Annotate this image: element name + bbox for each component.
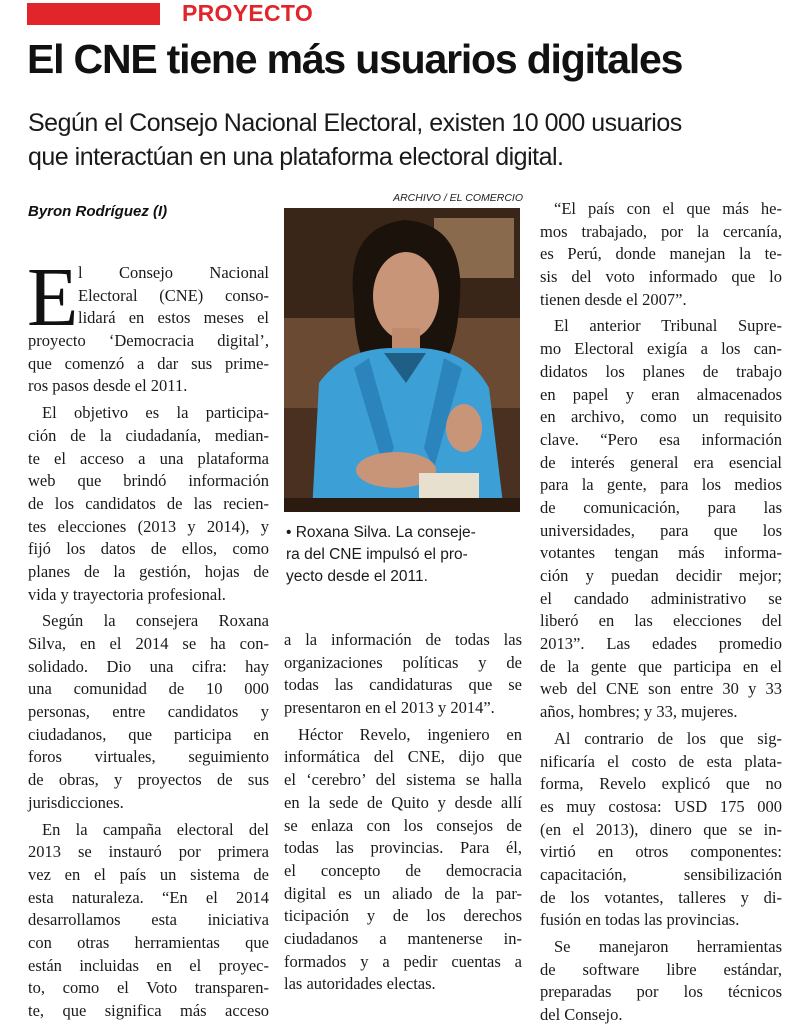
text-line: ticipación y de los derechos — [284, 906, 522, 926]
photo-credit: ARCHIVO / EL COMERCIO — [393, 192, 523, 204]
text-line: que comenzó a dar sus prime- — [28, 353, 269, 373]
text-line: formados y a pedir cuentas a — [284, 951, 522, 971]
text-line: de interés general era esencial — [540, 452, 782, 472]
text-line: ción de la ciudadanía, median- — [28, 425, 269, 445]
text-line: Héctor Revelo, ingeniero en — [298, 724, 522, 744]
text-line: mos trabajado, por la cercanía, — [540, 221, 782, 241]
text-line: años, hombres; y 33, mujeres. — [540, 702, 738, 722]
text-line: una comunidad de 10 000 — [28, 679, 269, 699]
photo-illustration — [284, 208, 520, 512]
text-line: te el acceso a una plataforma — [28, 448, 269, 468]
text-line: fijó los datos de ellos, como — [28, 539, 269, 559]
photo-caption — [286, 522, 526, 588]
text-line: de los candidatos de las recien- — [28, 493, 269, 513]
text-line: liberó en las elecciones del — [540, 611, 782, 631]
text-line: 2013 se instauró por primera — [28, 842, 269, 862]
text-line: de la gente que participa en el — [540, 656, 782, 676]
text-line: forma, Revelo explicó que no — [540, 774, 782, 794]
text-line: en archivo, como un requisito — [540, 407, 782, 427]
text-line: to, como el Voto transparen- — [28, 978, 269, 998]
text-line: te, que significa más acceso — [28, 1001, 269, 1020]
deck-line: que interactúan en una plataforma electoral digital. — [28, 143, 564, 171]
text-line: jurisdicciones. — [28, 792, 124, 812]
text-line: con otras herramientas que — [28, 932, 269, 952]
caption-line: ra del CNE impulsó el pro- — [286, 546, 468, 563]
caption-line: yecto desde el 2011. — [286, 568, 428, 585]
text-line: universidades, para que los — [540, 520, 782, 540]
text-line: en papel y eran almacenados — [540, 384, 782, 404]
text-line: solidado. Dio una cifra: hay — [28, 656, 269, 676]
text-line: Se manejaron herramientas — [554, 937, 782, 956]
text-line: de comunicación, para las — [540, 497, 782, 517]
text-line: lidará en estos meses el — [78, 308, 269, 328]
text-line: en la sede de Quito y desde allí — [284, 792, 522, 812]
text-line: de los votantes, talleres y di- — [540, 887, 782, 907]
byline: Byron Rodríguez (I) — [28, 203, 168, 220]
text-line: (en el 2013), dinero que se in- — [540, 819, 782, 839]
text-line: todas las provincias. Para él, — [284, 838, 522, 858]
text-line: web del CNE son entre 30 y 33 — [540, 679, 782, 699]
text-line: a la información de todas las — [284, 630, 522, 649]
text-line: ción y puedan decidir mejor; — [540, 566, 782, 585]
text-line: presentaron en el 2013 y 2014”. — [284, 698, 495, 718]
article-column-1 — [27, 251, 269, 1023]
text-line: es muy costosa: USD 175 000 — [540, 796, 782, 816]
text-line: mo Electoral exigía a los can- — [540, 339, 782, 359]
text-line: votantes tengan más informa- — [540, 543, 782, 563]
caption-line: • Roxana Silva. La conseje- — [286, 524, 476, 541]
text-line: “El país con el que más he- — [554, 199, 782, 218]
text-line: ciudadanos, que participa en — [28, 724, 269, 744]
text-line: tes elecciones (2013 y 2014), y — [28, 516, 269, 536]
headline: El CNE tiene más usuarios digitales — [27, 36, 683, 82]
text-line: virtió en otros componentes: — [540, 842, 782, 862]
text-line: digital es un aliado de la par- — [284, 883, 522, 903]
text-line: todas las candidaturas que se — [284, 675, 522, 695]
text-line: Silva, en el 2014 se ha con- — [28, 634, 269, 653]
article-column-2 — [284, 629, 522, 996]
text-line: nificaría el costo de esta plata- — [540, 751, 782, 771]
text-line: esta naturaleza. “En el 2014 — [28, 887, 269, 907]
text-line: el concepto de democracia — [284, 860, 522, 880]
text-line: fusión en todas las provincias. — [540, 910, 740, 930]
deck-subtitle — [28, 106, 788, 174]
text-line: Al contrario de los que sig- — [554, 728, 782, 748]
text-line: Electoral (CNE) conso- — [78, 285, 269, 305]
text-line: organizaciones políticas y de — [284, 652, 522, 672]
text-line: vez en el país un sistema de — [28, 864, 269, 884]
text-line: sis del voto informado que lo — [540, 267, 782, 287]
text-line: vida y trayectoria profesional. — [28, 584, 226, 604]
text-line: planes de la gestión, hojas de — [28, 561, 269, 581]
section-color-bar — [27, 3, 160, 25]
text-line: 2013”. Las edades promedio — [540, 634, 782, 654]
text-line: web que brindó información — [28, 471, 269, 491]
text-line: de obras, y proyectos de sus — [28, 770, 269, 790]
text-line: personas, entre candidatos y — [28, 702, 269, 722]
text-line: l Consejo Nacional — [78, 263, 269, 282]
text-line: ros pasos desde el 2011. — [28, 376, 188, 396]
text-line: el candado administrativo se — [540, 588, 782, 608]
text-line: proyecto ‘Democracia digital’, — [28, 331, 269, 351]
deck-line: Según el Consejo Nacional Electoral, existen 10 000 usuarios — [28, 109, 682, 137]
text-line: capacitación, sensibilización — [540, 864, 782, 884]
text-line: están incluidas en el proyec- — [28, 955, 269, 975]
text-line: foros virtuales, seguimiento — [28, 747, 269, 767]
text-line: el ‘cerebro’ del sistema se halla — [284, 770, 522, 790]
text-line: para la gente, para los medios — [540, 475, 782, 495]
text-line: informática del CNE, dijo que — [284, 747, 522, 767]
text-line: El anterior Tribunal Supre- — [554, 316, 782, 336]
text-line: es Perú, donde manejan la te- — [540, 244, 782, 264]
text-line: clave. “Pero esa información — [540, 429, 782, 449]
text-line: de software libre estándar, — [540, 959, 782, 979]
text-line: Según la consejera Roxana — [42, 611, 269, 631]
text-line: del Consejo. — [540, 1005, 623, 1025]
text-line: El objetivo es la participa- — [42, 403, 269, 423]
text-line: didatos los planes de trabajo — [540, 361, 782, 381]
text-line: preparadas por los técnicos — [540, 982, 782, 1002]
article-photo — [284, 208, 520, 512]
text-line: En la campaña electoral del — [42, 819, 269, 839]
article-column-3 — [540, 198, 782, 1027]
text-line: tienen desde el 2007”. — [540, 289, 687, 309]
text-line: las autoridades electas. — [284, 974, 436, 994]
text-line: desarrollamos esta iniciativa — [28, 910, 269, 930]
section-label: PROYECTO — [182, 0, 314, 26]
text-line: ciudadanos a mantenerse in- — [284, 928, 522, 948]
text-line: se enlaza con los consejos de — [284, 815, 522, 835]
drop-cap: E — [27, 251, 79, 344]
